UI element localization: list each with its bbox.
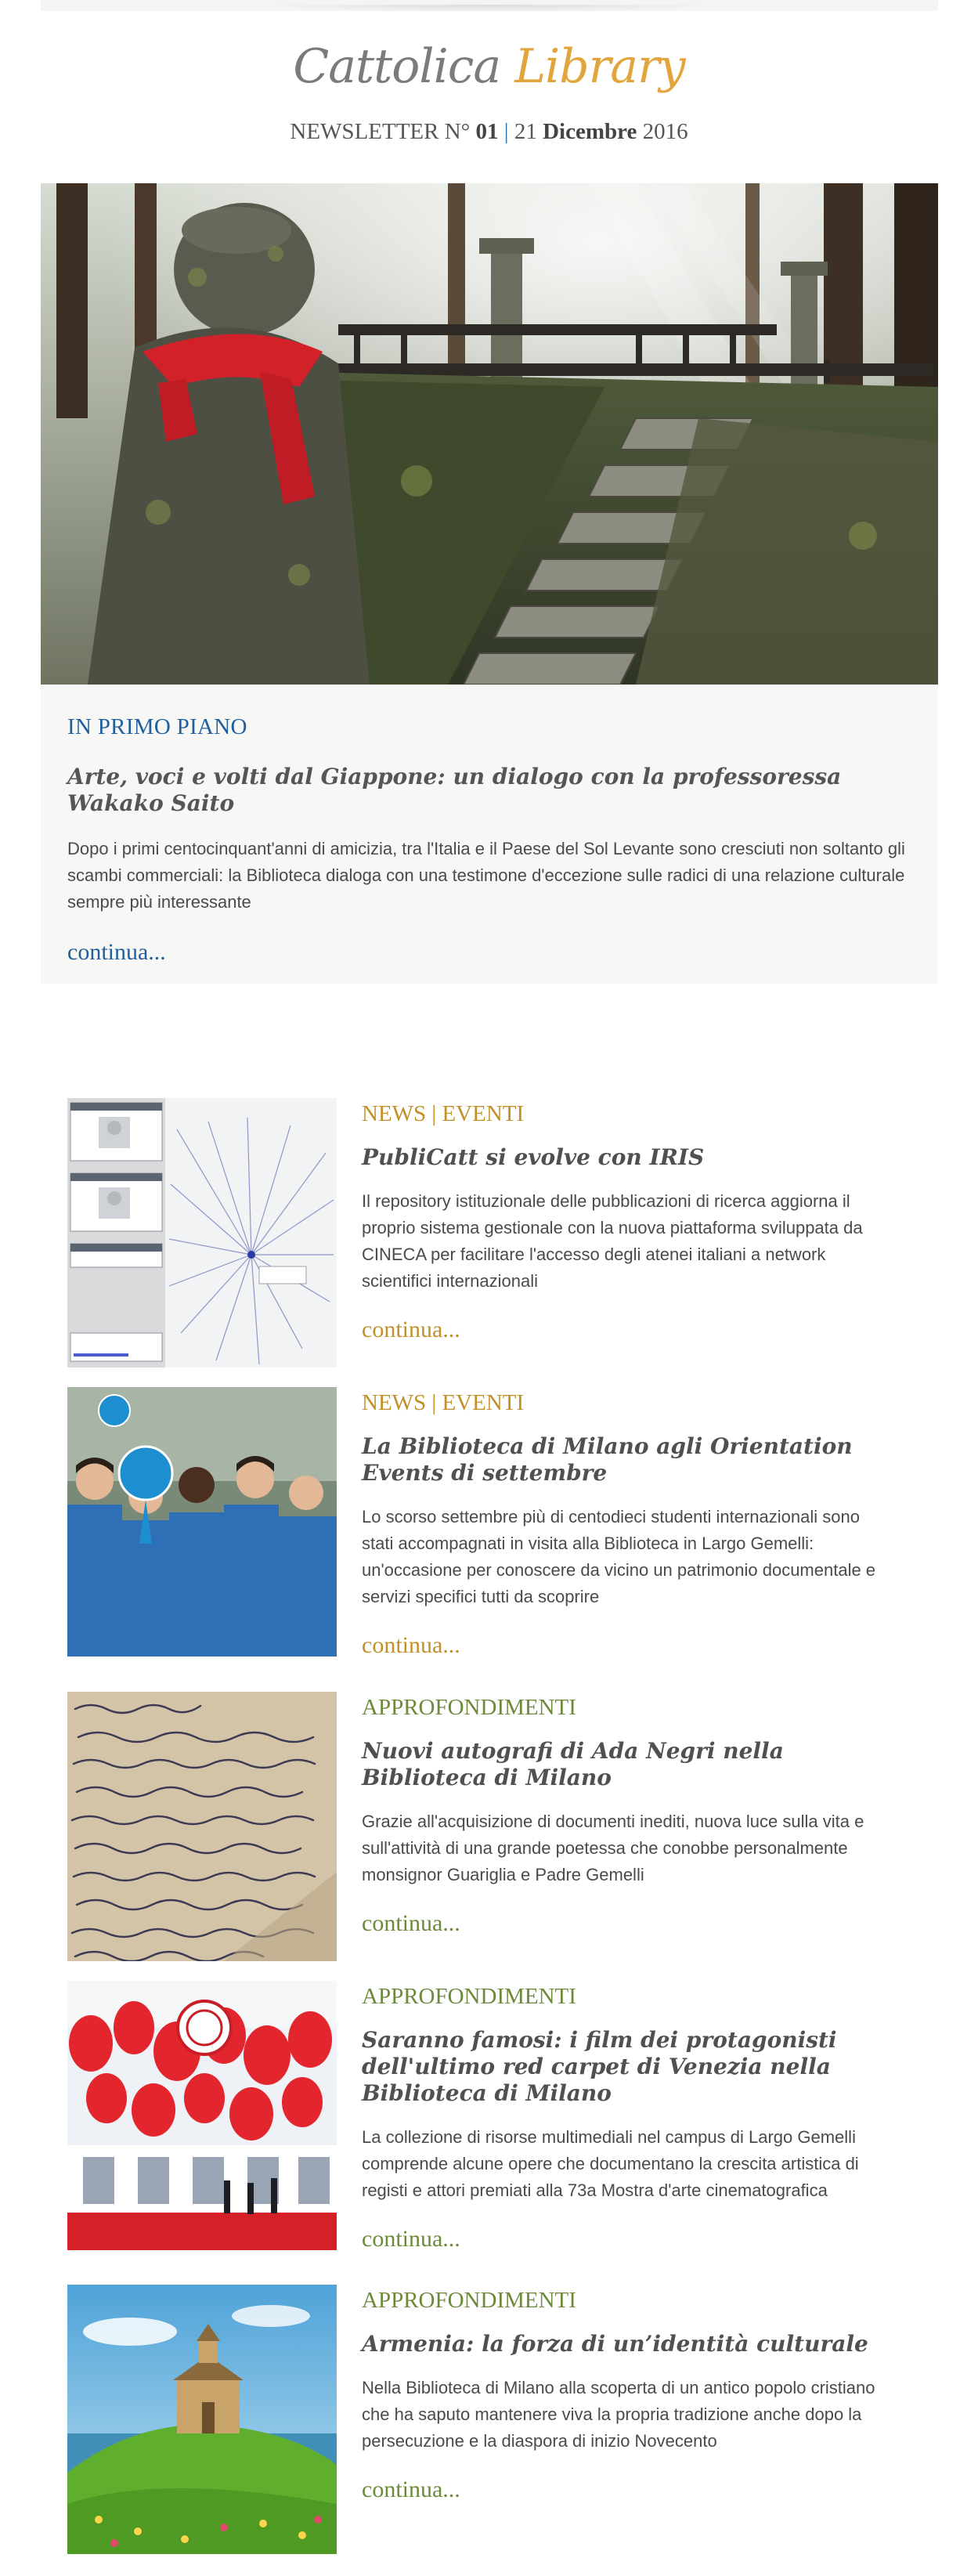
issue-prefix: NEWSLETTER N° [290, 119, 471, 144]
article-title[interactable]: PubliCatt si evolve con IRIS [362, 1144, 705, 1170]
article-thumbnail-venice[interactable] [67, 1981, 337, 2250]
featured-title[interactable]: Arte, voci e volti dal Giappone: un dialogo con la professoressa Wakako Saito [67, 764, 842, 816]
article-category[interactable]: APPROFONDIMENTI [362, 1984, 576, 2009]
article-body [362, 1098, 894, 1343]
article-title[interactable]: La Biblioteca di Milano agli Orientation Events di settembre [362, 1433, 853, 1486]
logo-word-cattolica: Cattolica [293, 39, 501, 94]
article-summary: Nella Biblioteca di Milano alla scoperta di un antico popolo cristiano che ha saputo mantenere viva la propria tradizione anche dopo la persecuzione e la diaspora di inizio Novecento [362, 2378, 875, 2451]
article-summary: La collezione di risorse multimediali nel campus di Largo Gemelli comprende alcune opere che documentano la crescita artistica di registi e attori premiati alla 73a Mostra d'arte cinematografica [362, 2127, 859, 2200]
article-body [362, 1387, 894, 1659]
article-continue-link[interactable]: continua... [362, 1910, 460, 1936]
featured-article [41, 685, 938, 984]
article-continue-link[interactable]: continua... [362, 1632, 460, 1658]
issue-number: 01 [475, 119, 499, 144]
article-continue-link[interactable]: continua... [362, 1317, 460, 1342]
issue-line [0, 119, 978, 145]
library-logo[interactable] [0, 39, 978, 94]
article-body [362, 2285, 894, 2503]
issue-year: 2016 [642, 119, 688, 144]
article-thumbnail-armenia[interactable] [67, 2285, 337, 2554]
article-thumbnail-manuscript[interactable] [67, 1692, 337, 1961]
issue-separator: | [503, 119, 509, 144]
article-thumbnail-orientation[interactable] [67, 1387, 337, 1657]
article-summary: Il repository istituzionale delle pubblicazioni di ricerca aggiorna il proprio sistema gestionale con la nuova piattaforma sviluppata da CINECA per facilitare l'accesso degli atenei italiani a network scientifici internazionali [362, 1191, 863, 1291]
featured-continue-link[interactable]: continua... [67, 939, 166, 965]
article-category[interactable]: APPROFONDIMENTI [362, 1695, 576, 1720]
article-summary: Lo scorso settembre più di centodieci studenti internazionali sono stati accompagnati in visita alla Biblioteca in Largo Gemelli: un'occasione per conoscere da vicino un patrimonio documentale e servizi specifici tutti da scoprire [362, 1507, 876, 1606]
article-summary: Grazie all'acquisizione di documenti inediti, nuova luce sulla vita e sull'attività di una grande poetessa che conobbe personalmente monsignor Guariglia e Padre Gemelli [362, 1812, 864, 1884]
article-category[interactable]: APPROFONDIMENTI [362, 2288, 576, 2313]
featured-summary: Dopo i primi centocinquant'anni di amicizia, tra l'Italia e il Paese del Sol Levante sono cresciuti non soltanto gli scambi commerciali: la Biblioteca dialoga con una testimone d'eccezione sulle radici di una relazione culturale sempre più interessante [67, 839, 905, 912]
article-title[interactable]: Nuovi autografi di Ada Negri nella Biblioteca di Milano [362, 1738, 784, 1790]
logo-word-library: Library [514, 39, 685, 94]
article-category[interactable]: NEWS | EVENTI [362, 1101, 525, 1126]
article-body [362, 1981, 894, 2253]
hero-image[interactable] [41, 183, 938, 685]
article-title[interactable]: Armenia: la forza di un’identità culturale [362, 2331, 868, 2357]
article-title[interactable]: Saranno famosi: i film dei protagonisti dell'ultimo red carpet di Venezia nella Biblioteca di Milano [362, 2027, 837, 2106]
article-continue-link[interactable]: continua... [362, 2477, 460, 2502]
article-category[interactable]: NEWS | EVENTI [362, 1390, 525, 1415]
article-thumbnail-iris[interactable] [67, 1098, 337, 1367]
issue-month: Dicembre [543, 119, 637, 144]
featured-category[interactable]: IN PRIMO PIANO [67, 714, 247, 739]
article-continue-link[interactable]: continua... [362, 2226, 460, 2252]
article-body [362, 1692, 894, 1937]
issue-day: 21 [514, 119, 537, 144]
top-shadow [258, 5, 720, 13]
